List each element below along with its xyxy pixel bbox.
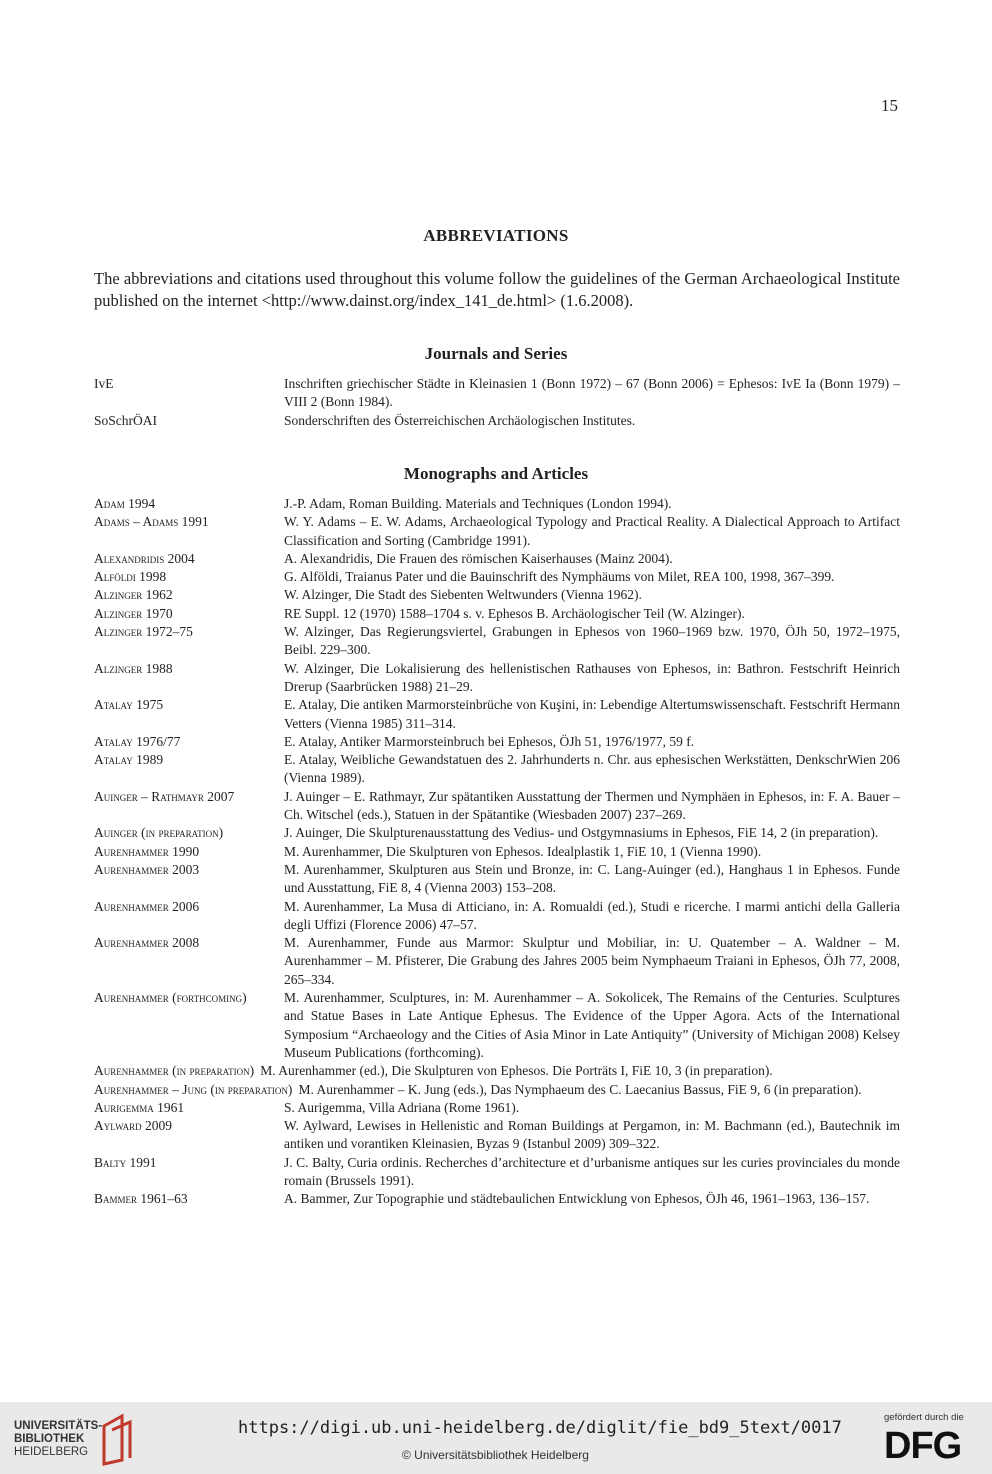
abbreviation-key: Adam 1994 (94, 496, 156, 511)
abbreviation-entry (94, 550, 900, 568)
abbreviation-citation: W. Y. Adams – E. W. Adams, Archaeological Typology and Practical Reality. A Dialectical Approach to Artifact Classification and Sorting (Cambridge 1991). (284, 514, 900, 548)
abbreviation-citation: M. Aurenhammer – K. Jung (eds.), Das Nymphaeum des C. Laecanius Bassus, FiE 9, 6 (in preparation). (298, 1081, 862, 1097)
library-logo[interactable] (14, 1420, 102, 1459)
journals-list (94, 375, 900, 430)
abbreviation-citation: Sonderschriften des Österreichischen Archäologischen Institutes. (284, 412, 636, 428)
abbreviation-entry (94, 1081, 900, 1099)
abbreviation-citation: J.-P. Adam, Roman Building. Materials and Techniques (London 1994). (284, 496, 672, 511)
abbreviation-entry (94, 1062, 900, 1080)
abbreviation-entry (94, 1117, 900, 1154)
abbreviation-citation: W. Alzinger, Die Stadt des Siebenten Weltwunders (Vienna 1962). (284, 587, 642, 603)
abbreviation-entry (94, 623, 900, 660)
abbreviation-entry (94, 1154, 900, 1191)
library-name-line2: BIBLIOTHEK (14, 1433, 85, 1445)
abbreviation-citation: J. Auinger, Die Skulpturenausstattung des Vedius- und Ostgymnasiums in Ephesos, FiE 14, 2 (in preparation). (284, 825, 879, 841)
abbreviation-entry (94, 586, 900, 604)
abbreviation-key: Alföldi 1998 (94, 569, 167, 585)
abbreviation-key: Alzinger 1972–75 (94, 624, 193, 640)
abbreviation-key: Aurigemma 1961 (94, 1099, 185, 1115)
monographs-heading: Monographs and Articles (403, 464, 589, 483)
abbreviation-key: Aurenhammer 2008 (94, 935, 200, 951)
abbreviation-key: Atalay 1989 (94, 752, 164, 768)
abbreviation-key: Auinger (in preparation) (94, 825, 224, 841)
abbreviation-citation: M. Aurenhammer, Die Skulpturen von Ephesos. Idealplastik 1, FiE 10, 1 (Vienna 1990). (284, 843, 762, 859)
abbreviation-key: Aurenhammer 2006 (94, 898, 200, 914)
abbreviation-citation: A. Bammer, Zur Topographie und städtebaulichen Entwicklung von Ephesos, ÖJh 46, 1961–1963, 136–157. (284, 1191, 870, 1207)
abbreviation-entry (94, 788, 900, 825)
abbreviation-entry (94, 375, 900, 412)
abbreviation-citation: M. Aurenhammer, Skulpturen aus Stein und Bronze, in: C. Lang-Auinger (ed.), Hanghaus 1 in Ephesos. Funde und Ausstattung, FiE 8, 4 (Vienna 2003) 153–208. (284, 861, 900, 896)
abbreviation-key: IvE (94, 376, 114, 391)
abbreviation-entry (94, 605, 900, 623)
abbreviation-entry (94, 751, 900, 788)
abbreviation-key: Adams – Adams 1991 (94, 514, 209, 530)
abbreviation-citation: J. C. Balty, Curia ordinis. Recherches d’architecture et d’urbanisme antiques sur les curies provinciales du monde romain (Brussels 1991). (284, 1154, 900, 1188)
abbreviation-key: Aurenhammer (in preparation) (94, 1063, 255, 1079)
abbreviation-entry (94, 934, 900, 989)
abbreviation-key: Aurenhammer 2003 (94, 861, 200, 877)
abbreviation-citation: Inschriften griechischer Städte in Kleinasien 1 (Bonn 1972) – 67 (Bonn 2006) = Ephesos: IvE Ia (Bonn 1979) – VIII 2 (Bonn 1984). (284, 376, 900, 410)
abbreviation-citation: J. Auinger – E. Rathmayr, Zur spätantiken Ausstattung der Thermen und Nymphäen in Ephesos, in: F. A. Bauer – Ch. Witschel (eds.), Statuen in der Spätantike (Wiesbaden 2007) 237–269. (284, 788, 900, 823)
abbreviation-entry (94, 824, 900, 842)
abbreviation-entry (94, 861, 900, 898)
abbreviation-entry (94, 660, 900, 697)
abbreviation-citation: M. Aurenhammer, Funde aus Marmor: Skulptur und Mobiliar, in: U. Quatember – A. Waldner – M. Aurenhammer – M. Pfisterer, Die Grabung des Jahres 2005 beim Nymphaeum Traiani in Ephesos, ÖJh 77, 2008, 265–334. (284, 935, 900, 987)
abbreviation-entry (94, 568, 900, 586)
abbreviation-entry (94, 989, 900, 1062)
abbreviation-citation: M. Aurenhammer (ed.), Die Skulpturen von Ephesos. Die Porträts I, FiE 10, 3 (in preparation). (260, 1063, 773, 1079)
abbreviation-citation: M. Aurenhammer, La Musa di Atticiano, in: A. Romualdi (ed.), Studi e ricerche. I marmi antichi della Galleria degli Uffizi (Florence 2006) 47–57. (284, 898, 900, 932)
abbreviation-citation: RE Suppl. 12 (1970) 1588–1704 s. v. Ephesos B. Archäologischer Teil (W. Alzinger). (284, 605, 745, 621)
page-title: ABBREVIATIONS (423, 226, 569, 245)
journals-heading: Journals and Series (424, 344, 568, 363)
abbreviation-entry (94, 696, 900, 733)
page-number: 15 (881, 96, 898, 115)
abbreviation-citation: S. Aurigemma, Villa Adriana (Rome 1961). (284, 1099, 520, 1115)
abbreviation-key: Aurenhammer 1990 (94, 843, 200, 859)
abbreviation-citation: E. Atalay, Die antiken Marmorsteinbrüche von Kuşini, in: Lebendige Altertumswissenschaft. Festschrift Hermann Vetters (Vienna 1985) 311–314. (284, 697, 900, 731)
abbreviation-citation: M. Aurenhammer, Sculptures, in: M. Aurenhammer – A. Sokolicek, The Remains of the Centuries. Sculptures and Statue Bases in Late Antique Ephesus. The Evidence of the Upper Agora. Acts of the International Symposium “Archaeology and the Cities of Asia Minor in Late Antiquity” (University of Michigan 2008) Kelsey Museum Publications (forthcoming). (284, 990, 900, 1060)
abbreviation-entry (94, 513, 900, 550)
abbreviation-citation: W. Alzinger, Die Lokalisierung des hellenistischen Rathauses von Ephesos, in: Bathron. Festschrift Heinrich Drerup (Saarbrücken 1988) 21–29. (284, 660, 900, 694)
document-url-link[interactable]: https://digi.ub.uni-heidelberg.de/diglit/fie_bd9_5text/0017 (238, 1418, 842, 1438)
abbreviation-entry (94, 843, 900, 861)
abbreviation-entry (94, 1099, 900, 1117)
abbreviation-citation: E. Atalay, Antiker Marmorsteinbruch bei Ephesos, ÖJh 51, 1976/1977, 59 f. (284, 733, 695, 749)
abbreviation-entry (94, 412, 900, 430)
abbreviation-key: Atalay 1975 (94, 697, 164, 713)
abbreviation-citation: A. Alexandridis, Die Frauen des römischen Kaiserhauses (Mainz 2004). (284, 550, 673, 566)
abbreviation-key: Aurenhammer (forthcoming) (94, 990, 247, 1006)
abbreviation-key: Aurenhammer – Jung (in preparation) (94, 1081, 293, 1097)
abbreviation-entry (94, 495, 900, 513)
abbreviation-citation: W. Aylward, Lewises in Hellenistic and Roman Buildings at Pergamon, in: M. Bachmann (ed.), Bautechnik im antiken und vorantiken Kleinasien, Byzas 9 (Istanbul 2009) 309–322. (284, 1118, 900, 1152)
abbreviation-key: Bammer 1961–63 (94, 1191, 188, 1207)
abbreviation-key: Balty 1991 (94, 1154, 157, 1170)
library-mark-icon (100, 1412, 136, 1466)
monographs-list (94, 495, 900, 1209)
library-name-line1: UNIVERSITÄTS- (14, 1420, 103, 1432)
abbreviation-entry (94, 1190, 900, 1208)
abbreviation-key: Atalay 1976/77 (94, 733, 181, 749)
sponsor-note: gefördert durch die (884, 1412, 964, 1423)
intro-paragraph: The abbreviations and citations used throughout this volume follow the guidelines of the German Archaeological Institute published on the internet <http://www.dainst.org/index_141_de.html> (1.6.2008). (94, 269, 900, 310)
abbreviation-key: Alexandridis 2004 (94, 550, 195, 566)
footer-bar (0, 1402, 992, 1474)
abbreviation-entry (94, 898, 900, 935)
abbreviation-key: Alzinger 1988 (94, 660, 173, 676)
dfg-logo[interactable]: DFG (884, 1425, 962, 1467)
abbreviation-key: SoSchrÖAI (94, 412, 157, 428)
abbreviation-key: Alzinger 1962 (94, 587, 173, 603)
abbreviation-citation: E. Atalay, Weibliche Gewandstatuen des 2. Jahrhunderts n. Chr. aus ephesischen Werkstätten, DenkschrWien 206 (Vienna 1989). (284, 752, 900, 786)
abbreviation-key: Auinger – Rathmayr 2007 (94, 788, 235, 804)
abbreviation-citation: G. Alföldi, Traianus Pater und die Bauinschrift des Nymphäums von Milet, REA 100, 1998, 367–399. (284, 569, 835, 585)
abbreviation-citation: W. Alzinger, Das Regierungsviertel, Grabungen in Ephesos von 1960–1969 bzw. 1970, ÖJh 50, 1972–1975, Beibl. 229–300. (284, 624, 900, 658)
abbreviation-key: Alzinger 1970 (94, 605, 173, 621)
abbreviation-key: Aylward 2009 (94, 1118, 172, 1134)
library-name-line3: HEIDELBERG (14, 1446, 89, 1458)
abbreviation-entry (94, 733, 900, 751)
copyright-notice: © Universitätsbibliothek Heidelberg (402, 1448, 589, 1462)
